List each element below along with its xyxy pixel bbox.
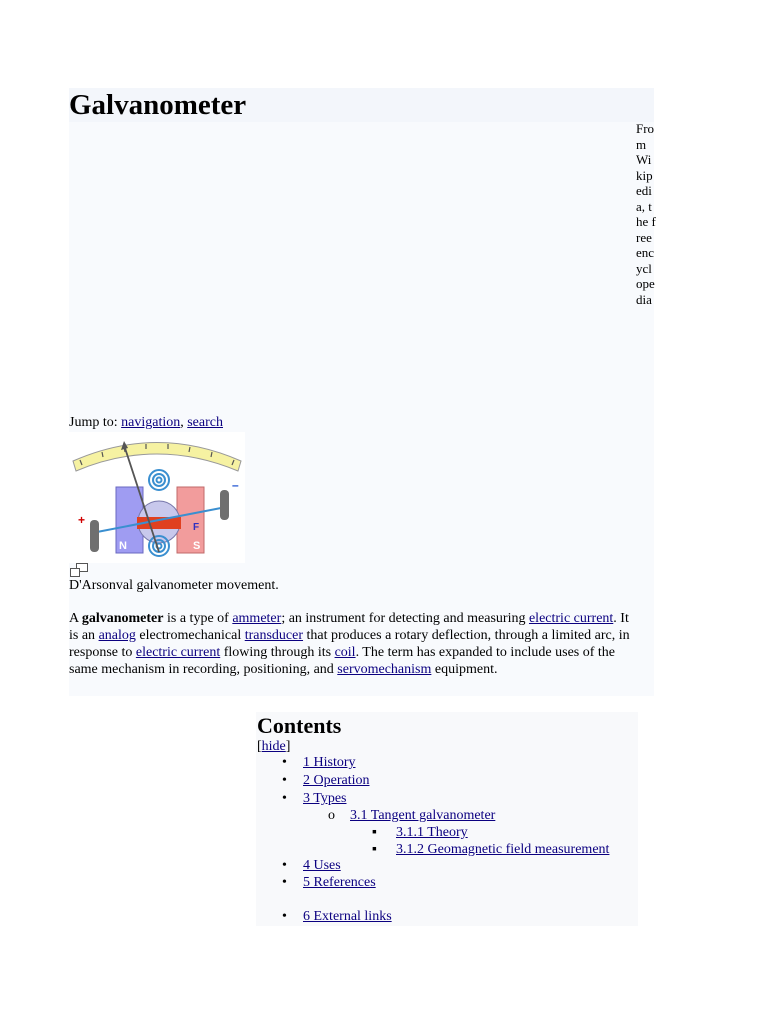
toc-item-tangent-galvanometer[interactable]: 3.1 Tangent galvanometer (350, 808, 496, 823)
meter-scale (73, 443, 241, 472)
site-tagline: From Wikipedia, the free encyclopedia (636, 121, 656, 307)
toc-item-operation[interactable]: 2 Operation (303, 773, 370, 788)
galvanometer-figure[interactable] (69, 432, 245, 563)
terminal-right (220, 490, 229, 520)
toc-item-geomagnetic-field[interactable]: 3.1.2 Geomagnetic field measurement (396, 842, 610, 857)
minus-label: – (232, 478, 239, 492)
intro-paragraph (69, 610, 631, 678)
galvanometer-diagram (69, 432, 245, 563)
intro-text: . It is an (69, 611, 629, 643)
enlarge-icon[interactable] (70, 563, 88, 577)
search-link[interactable]: search (187, 415, 223, 430)
disc-bullet: • (282, 791, 287, 806)
hide-bracket-open: [ (257, 739, 262, 754)
intro-text: is a type of (163, 611, 233, 626)
term-galvanometer: galvanometer (81, 611, 164, 626)
analog-link[interactable]: analog (98, 628, 136, 643)
toc-item-theory[interactable]: 3.1.1 Theory (396, 825, 468, 840)
hide-bracket-close: ] (285, 739, 291, 754)
disc-bullet: • (282, 875, 287, 890)
circle-bullet: o (328, 808, 335, 823)
ammeter-link[interactable]: ammeter (232, 611, 282, 626)
navigation-link[interactable]: navigation (121, 415, 181, 430)
transducer-link[interactable]: transducer (244, 628, 304, 643)
electric-current-link[interactable]: electric current (528, 611, 614, 626)
north-label: N (119, 540, 127, 552)
article-background (69, 88, 654, 696)
hide-link[interactable]: hide (261, 739, 286, 754)
south-label: S (193, 540, 201, 552)
figure-caption: D'Arsonval galvanometer movement. (69, 578, 279, 593)
servomechanism-link[interactable]: servomechanism (337, 662, 432, 677)
table-of-contents (256, 712, 638, 926)
disc-bullet: • (282, 909, 287, 924)
terminal-left (90, 520, 99, 552)
plus-label: + (78, 513, 86, 527)
toc-item-history[interactable]: 1 History (303, 755, 356, 770)
intro-text: equipment. (431, 662, 498, 677)
square-bullet: ▪ (372, 825, 377, 840)
jump-separator: , (180, 415, 188, 430)
toc-title: Contents (257, 713, 342, 738)
intro-text: . The term has expanded to include uses of the same mechanism in recording, positioning, and (69, 645, 616, 677)
intro-text: flowing through its (220, 645, 335, 660)
force-label: F (193, 522, 200, 533)
toc-item-types[interactable]: 3 Types (303, 791, 347, 806)
intro-text: electromechanical (135, 628, 245, 643)
page-title: Galvanometer (69, 89, 247, 121)
disc-bullet: • (282, 773, 287, 788)
disc-bullet: • (282, 858, 287, 873)
intro-text: that produces a rotary deflection, through a limited arc, in response to (69, 628, 630, 660)
intro-text: ; an instrument for detecting and measuring (281, 611, 529, 626)
coil-link[interactable]: coil (334, 645, 356, 660)
toc-item-external-links[interactable]: 6 External links (303, 909, 392, 924)
toc-item-references[interactable]: 5 References (303, 875, 376, 890)
toc-item-uses[interactable]: 4 Uses (303, 858, 341, 873)
jump-to-label: Jump to: (69, 415, 122, 430)
square-bullet: ▪ (372, 842, 377, 857)
electric-current-link-2[interactable]: electric current (135, 645, 221, 660)
jump-to-bar (69, 414, 223, 432)
intro-text: A (69, 611, 82, 626)
disc-bullet: • (282, 755, 287, 770)
